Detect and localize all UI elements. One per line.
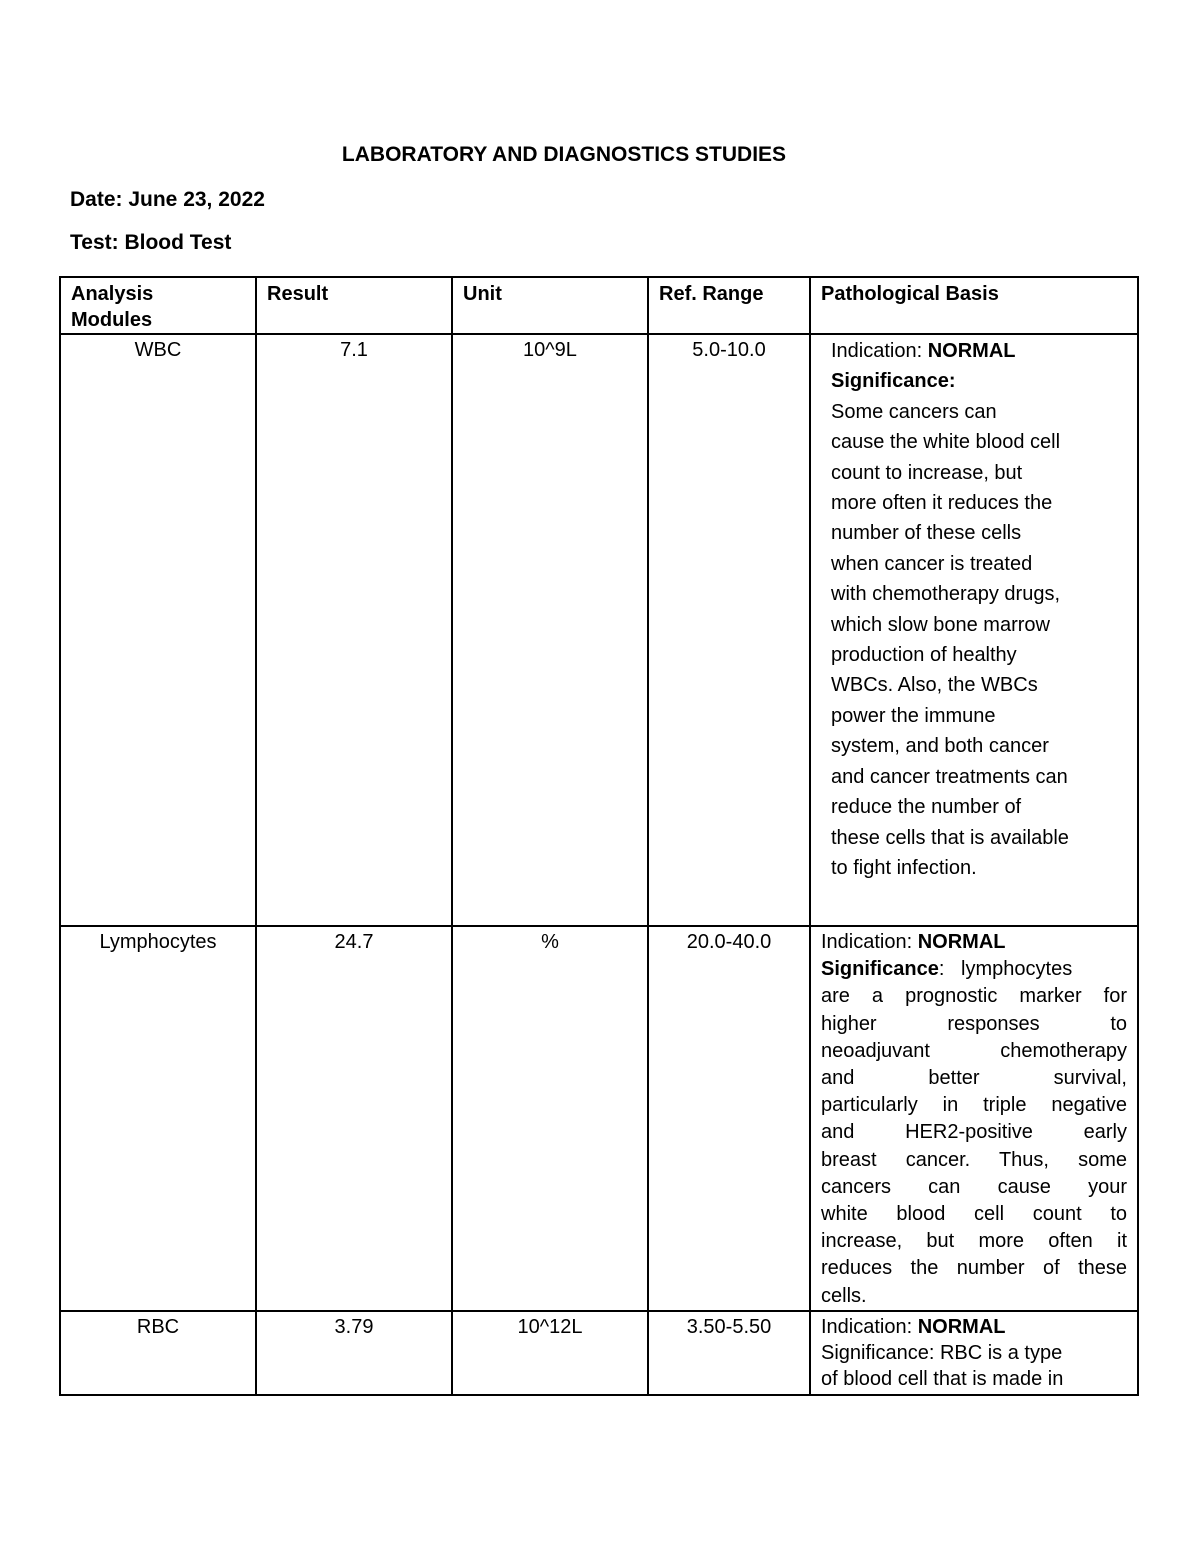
significance-line: particularly in triple negative	[821, 1094, 1127, 1117]
significance-line: of blood cell that is made in	[821, 1367, 1064, 1390]
cell-result: 24.7	[256, 926, 452, 1311]
header-pathological-basis: Pathological Basis	[810, 277, 1138, 334]
cell-result: 7.1	[256, 334, 452, 926]
significance-first-line: Significance: lymphocytes	[821, 958, 1073, 981]
significance-line: white blood cell count to	[821, 1203, 1127, 1226]
significance-line: cause the white blood cell	[831, 431, 1061, 454]
significance-line: reduce the number of	[831, 796, 1022, 819]
cell-pathological-basis	[810, 334, 1138, 926]
cell-module: WBC	[60, 334, 256, 926]
significance-line: and cancer treatments can	[831, 765, 1068, 788]
significance-line: and better survival,	[821, 1067, 1127, 1090]
header-unit: Unit	[452, 277, 648, 334]
cell-unit: 10^9L	[452, 334, 648, 926]
cell-unit: %	[452, 926, 648, 1311]
significance-line: production of healthy	[831, 644, 1017, 667]
cell-ref-range: 20.0-40.0	[648, 926, 810, 1311]
significance-line: system, and both cancer	[831, 735, 1049, 758]
significance-line: with chemotherapy drugs,	[831, 583, 1061, 606]
cell-ref-range: 5.0-10.0	[648, 334, 810, 926]
indication-value: NORMAL	[927, 340, 1016, 362]
cell-result: 3.79	[256, 1311, 452, 1395]
indication-line: Indication: NORMAL	[831, 340, 1016, 362]
significance-line: to fight infection.	[831, 856, 977, 879]
significance-line: number of these cells	[831, 522, 1022, 545]
significance-line: breast cancer. Thus, some	[821, 1148, 1127, 1171]
significance-line: power the immune	[831, 704, 996, 727]
significance-line: Some cancers can	[831, 400, 997, 423]
cell-module: RBC	[60, 1311, 256, 1395]
table-row	[60, 926, 1138, 1311]
significance-line: more often it reduces the	[831, 492, 1053, 515]
indication-line: Indication: NORMAL	[821, 931, 1006, 953]
cell-module: Lymphocytes	[60, 926, 256, 1311]
table-row	[60, 334, 1138, 926]
significance-line: count to increase, but	[831, 461, 1023, 484]
significance-line: these cells that is available	[831, 826, 1069, 849]
indication-line: Indication: NORMAL	[821, 1315, 1006, 1338]
test-date: Date: June 23, 2022	[70, 188, 265, 211]
table-row	[60, 1311, 1138, 1395]
significance-line: cancers can cause your	[821, 1175, 1127, 1198]
indication-value: NORMAL	[917, 1315, 1006, 1338]
significance-line: neoadjuvant chemotherapy	[821, 1039, 1127, 1062]
significance-line: higher responses to	[821, 1012, 1127, 1035]
lab-results-table	[59, 276, 1139, 1396]
significance-line: and HER2-positive early	[821, 1121, 1127, 1144]
significance-line: which slow bone marrow	[831, 613, 1050, 636]
significance-line: increase, but more often it	[821, 1230, 1127, 1253]
cell-unit: 10^12L	[452, 1311, 648, 1395]
significance-line: cells.	[821, 1284, 867, 1307]
significance-label: Significance	[821, 958, 939, 981]
test-name: Test: Blood Test	[70, 231, 232, 254]
significance-line: WBCs. Also, the WBCs	[831, 674, 1038, 697]
significance-line: when cancer is treated	[831, 552, 1033, 575]
significance-label: Significance:	[831, 370, 956, 393]
header-analysis-modules: Analysis Modules	[60, 277, 256, 334]
significance-line: are a prognostic marker for	[821, 985, 1127, 1008]
header-ref-range: Ref. Range	[648, 277, 810, 334]
significance-line: Significance: RBC is a type	[821, 1341, 1063, 1364]
significance-line: reduces the number of these	[821, 1257, 1127, 1280]
cell-pathological-basis	[810, 1311, 1138, 1395]
indication-value: NORMAL	[917, 931, 1006, 953]
table-header-row	[60, 277, 1138, 334]
document-title: LABORATORY AND DIAGNOSTICS STUDIES	[341, 143, 787, 166]
cell-ref-range: 3.50-5.50	[648, 1311, 810, 1395]
header-result: Result	[256, 277, 452, 334]
cell-pathological-basis	[810, 926, 1138, 1311]
